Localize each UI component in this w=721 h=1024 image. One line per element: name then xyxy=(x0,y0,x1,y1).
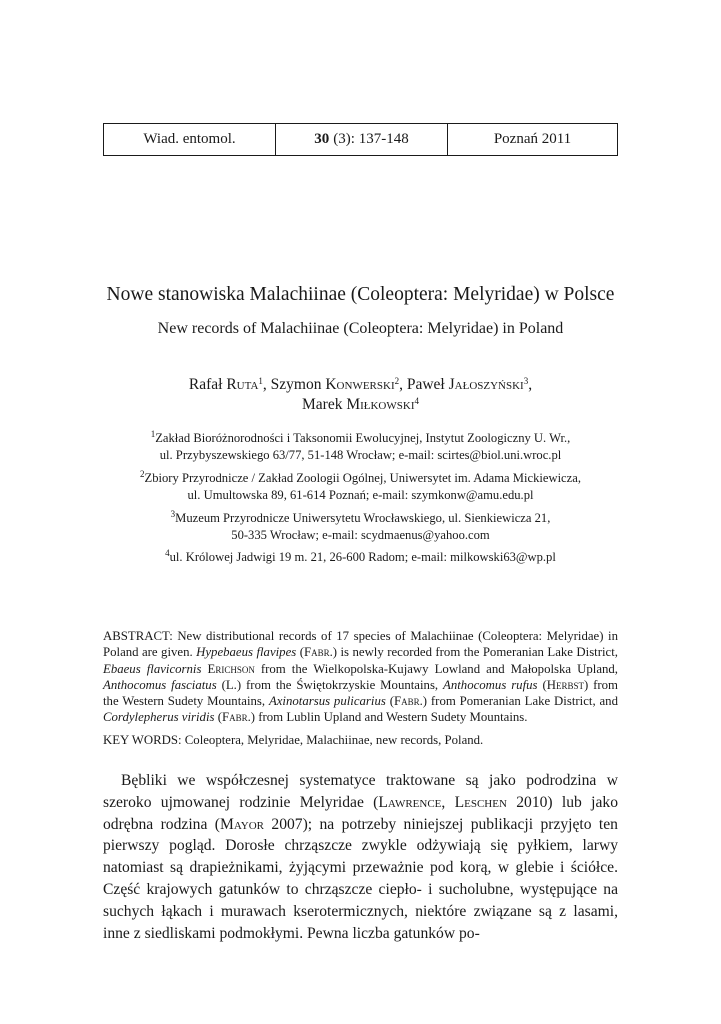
place-year: Poznań 2011 xyxy=(493,131,572,147)
species-author: Fabr. xyxy=(303,645,333,660)
affiliation-3 xyxy=(0,510,721,544)
abstract-text: from the Wielkopolska-Kujawy Lowland and Małopolska Upland, xyxy=(254,661,618,676)
affiliation-4 xyxy=(0,549,721,566)
title-polish: Nowe stanowiska Malachiinae (Coleoptera: Melyridae) w Polsce xyxy=(106,284,615,305)
affiliation-line: 50-335 Wrocław; e-mail: scydmaenus@yahoo.com xyxy=(231,528,490,542)
body-paragraph xyxy=(103,770,618,944)
author-family: Jałoszyński xyxy=(448,376,524,393)
species-author: Erichson xyxy=(207,661,255,676)
abstract-text: ) from the Western Sudety Mountains, xyxy=(103,677,618,709)
author-sup: 3 xyxy=(523,376,529,386)
affiliation-line: ul. Królowej Jadwigi 19 m. 21, 26-600 Radom; e-mail: milkowski63@wp.pl xyxy=(169,550,556,564)
volume-number: 30 xyxy=(314,131,330,147)
title-english: New records of Malachiinae (Coleoptera: Melyridae) in Poland xyxy=(157,320,564,337)
citation-author: Mayor xyxy=(219,815,264,833)
species-name: Axinotarsus pulicarius xyxy=(268,694,386,709)
author-family: Ruta xyxy=(226,376,259,393)
affiliation-sup: 4 xyxy=(165,548,170,558)
abstract: ABSTRACT: New distributional records of 17 species of Malachiinae (Coleoptera: Melyridae) in Poland are given. Hypebaeus flavipes (Fabr.) is newly recorded from the Pomeranian Lake District, Ebaeus flavicornis Erichson from the Wielkopolska-Kujawy Lowland and Małopolska Upland, Anthocomus fasciatus (L.) from the Świętokrzyskie Mountains, Anthocomus rufus (Herbst) from the Western Sudety Mountains, Axinotarsus pulicarius (Fabr.) from Pomeranian Lake District, and Cordylepherus viridis (Fabr.) from Lublin Upland and Western Sudety Mountains. xyxy=(103,629,618,725)
affiliation-line: Zbiory Przyrodnicze / Zakład Zoologii Ogólnej, Uniwersytet im. Adama Mickiewicza, xyxy=(144,471,581,485)
journal-header-box xyxy=(103,123,618,156)
authors-block: Rafał Ruta$^1$, Szymon Konwerski$^2$, Paweł Jałoszyński$^3$, Marek Miłkowski$^4$ xyxy=(188,376,533,413)
body-text: , xyxy=(441,793,455,811)
keywords-text: Coleoptera, Melyridae, Malachiinae, new records, Poland. xyxy=(181,733,484,747)
abstract-text: ) from Pomeranian Lake District, and xyxy=(422,694,618,709)
volume-issue xyxy=(276,124,448,155)
issue-pages: (3): 137-148 xyxy=(333,131,409,147)
affiliation-line: Muzeum Przyrodnicze Uniwersytetu Wrocławskiego, ul. Sienkiewicza 21, xyxy=(175,511,551,525)
species-name: Hypebaeus flavipes xyxy=(196,645,297,660)
citation-author: Leschen xyxy=(454,793,507,811)
species-name: Anthocomus rufus xyxy=(443,677,538,692)
abstract-text: (L.) from the Świętokrzyskie Mountains, xyxy=(216,677,444,692)
citation-author: Lawrence xyxy=(378,793,442,811)
species-author: Fabr. xyxy=(393,694,423,709)
affiliation-line: ul. Umultowska 89, 61-614 Poznań; e-mail: szymkonw@amu.edu.pl xyxy=(187,488,534,502)
affiliation-2 xyxy=(0,470,721,504)
abstract-text: ) from Lublin Upland and Western Sudety Mountains. xyxy=(250,710,528,725)
species-name: Cordylepherus viridis xyxy=(103,710,215,725)
author-sup: 1 xyxy=(258,376,263,386)
body-text: 2010) lub jako odrębna rodzina ( xyxy=(103,793,618,833)
affiliation-sup: 1 xyxy=(150,429,156,439)
key-words xyxy=(103,732,618,748)
author-sup: 4 xyxy=(414,396,419,406)
species-author: Fabr. xyxy=(221,710,251,725)
body-text: Bębliki we współczesnej systematyce traktowane są jako podrodzina w szeroko ujmowanej rodzinie Melyridae ( xyxy=(103,772,618,811)
abstract-text: ) is newly recorded from the Pomeranian Lake District, xyxy=(332,645,618,660)
species-name: Ebaeus flavicornis xyxy=(103,661,202,676)
affiliation-1 xyxy=(0,430,721,464)
abstract-label: ABSTRACT: xyxy=(103,629,173,643)
affiliation-sup: 3 xyxy=(170,509,176,519)
author-given: Marek xyxy=(302,396,343,413)
keywords-label: KEY WORDS: xyxy=(103,733,182,747)
species-name: Anthocomus fasciatus xyxy=(103,677,217,692)
author-family: Miłkowski xyxy=(346,396,415,413)
affiliation-line: ul. Przybyszewskiego 63/77, 51-148 Wrocław; e-mail: scirtes@biol.uni.wroc.pl xyxy=(159,448,562,462)
affiliation-sup: 2 xyxy=(140,469,145,479)
affiliation-line: Zakład Bioróżnorodności i Taksonomii Ewolucyjnej, Instytut Zoologiczny U. Wr., xyxy=(155,431,571,445)
journal-name: Wiad. entomol. xyxy=(104,124,276,155)
author-given: Rafał xyxy=(188,376,223,393)
abstract-text: New distributional records of 17 species of Malachiinae (Coleoptera: Melyridae) in Poland are given. xyxy=(103,629,618,660)
species-author: Herbst xyxy=(546,677,584,692)
author-sup: 2 xyxy=(394,376,400,386)
author-given: Paweł xyxy=(406,376,445,393)
body-text: 2007); na potrzeby niniejszej publikacji przyjęto ten pierwszy pogląd. Dorosłe chrząszcze zwykle odżywiają się pyłkiem, larwy natomiast są drapieżnikami, żyjącymi przeważnie pod korą, w glebie i ściółce. Część krajowych gatunków to chrząszcze ciepło- i sucholubne, występujące na suchych łąkach i murawach kserotermicznych, niektóre związane są z lasami, inne z siedliskami podmokłymi. Pewna liczba gatunków po- xyxy=(103,815,618,942)
author-family: Konwerski xyxy=(325,376,395,393)
author-given: Szymon xyxy=(270,376,322,393)
